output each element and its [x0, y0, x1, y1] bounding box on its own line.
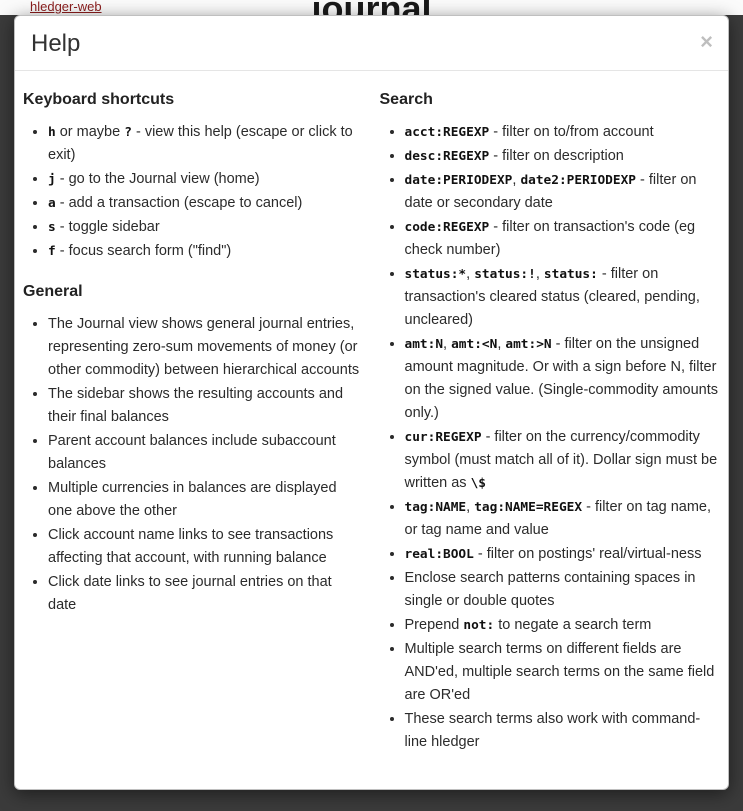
- list-item: [48, 192, 364, 215]
- plain-text: - filter on tag name, or tag name and value: [404, 499, 712, 538]
- list-item: [405, 567, 721, 613]
- plain-text: or maybe: [55, 124, 125, 140]
- code-text: date:PERIODEXP: [404, 173, 513, 188]
- list-item: [405, 614, 721, 637]
- plain-text: These search terms also work with command-line hledger: [404, 711, 701, 750]
- plain-text: The Journal view shows general journal entries, representing zero-sum movements of money (or other commodity) between hierarchical accounts: [48, 316, 360, 378]
- code-text: \$: [470, 476, 487, 491]
- code-text: real:BOOL: [404, 547, 474, 562]
- section-heading-search: Search: [379, 91, 433, 108]
- code-text: acct:REGEXP: [404, 125, 490, 140]
- plain-text: Prepend: [404, 617, 464, 633]
- list-item: [48, 383, 364, 429]
- plain-text: - view this help (escape or click to exit): [48, 124, 353, 163]
- code-text: tag:NAME=REGEX: [474, 500, 583, 515]
- plain-text: ,: [535, 266, 544, 282]
- plain-text: - filter on transaction's cleared status (cleared, pending, uncleared): [404, 266, 700, 328]
- list-item: [405, 708, 721, 754]
- list-item: [405, 426, 721, 495]
- list-item: [48, 430, 364, 476]
- plain-text: ,: [512, 172, 521, 188]
- plain-text: - filter on the unsigned amount magnitude. Or with a sign before N, filter on the signed value. (Single-commodity amounts only.): [404, 336, 719, 421]
- code-text: j: [48, 172, 56, 187]
- plain-text: - filter on to/from account: [489, 124, 654, 140]
- list-item: [48, 216, 364, 239]
- plain-text: ,: [466, 499, 475, 515]
- list-item: [405, 263, 721, 332]
- plain-text: - filter on description: [489, 148, 624, 164]
- list-item: [405, 216, 721, 262]
- modal-body: [15, 71, 728, 789]
- plain-text: Parent account balances include subaccount balances: [48, 433, 336, 472]
- brand-link[interactable]: hledger-web: [30, 0, 102, 14]
- plain-text: Click date links to see journal entries on that date: [48, 574, 332, 613]
- list-item: [48, 168, 364, 191]
- plain-text: - add a transaction (escape to cancel): [55, 195, 303, 211]
- plain-text: ,: [443, 336, 452, 352]
- code-text: code:REGEXP: [404, 220, 490, 235]
- code-text: tag:NAME: [404, 500, 467, 515]
- code-text: amt:<N: [451, 337, 498, 352]
- code-text: date2:PERIODEXP: [520, 173, 637, 188]
- plain-text: - filter on date or secondary date: [404, 172, 697, 211]
- plain-text: to negate a search term: [494, 617, 652, 633]
- left-column: [23, 85, 364, 779]
- help-modal: [14, 15, 729, 790]
- plain-text: - focus search form ("find"): [55, 243, 232, 259]
- list-item: [405, 333, 721, 425]
- code-text: status:: [543, 267, 598, 282]
- code-text: cur:REGEXP: [404, 430, 482, 445]
- general-list: [23, 313, 364, 617]
- plain-text: - toggle sidebar: [55, 219, 160, 235]
- code-text: f: [48, 244, 56, 259]
- code-text: status:*: [404, 267, 467, 282]
- code-text: h: [48, 125, 56, 140]
- background-page-strip: [0, 0, 743, 15]
- code-text: ?: [124, 125, 132, 140]
- list-item: [48, 571, 364, 617]
- plain-text: The sidebar shows the resulting accounts and their final balances: [48, 386, 344, 425]
- close-icon[interactable]: ×: [700, 29, 713, 54]
- list-item: [405, 543, 721, 566]
- plain-text: - go to the Journal view (home): [55, 171, 260, 187]
- list-item: [405, 121, 721, 144]
- modal-header: [15, 16, 728, 71]
- modal-title: Help: [31, 30, 81, 57]
- list-item: [48, 524, 364, 570]
- code-text: amt:>N: [505, 337, 552, 352]
- code-text: amt:N: [404, 337, 444, 352]
- section-heading-general: General: [23, 283, 83, 300]
- code-text: s: [48, 220, 56, 235]
- list-item: [48, 121, 364, 167]
- list-item: [48, 240, 364, 263]
- plain-text: Click account name links to see transactions affecting that account, with running balance: [48, 527, 334, 566]
- list-item: [405, 169, 721, 215]
- plain-text: - filter on postings' real/virtual-ness: [473, 546, 702, 562]
- code-text: a: [48, 196, 56, 211]
- search-list: [380, 121, 721, 754]
- right-column: [380, 85, 721, 779]
- plain-text: ,: [497, 336, 506, 352]
- plain-text: Multiple search terms on different fields are AND'ed, multiple search terms on the same field are OR'ed: [404, 641, 715, 703]
- plain-text: ,: [466, 266, 475, 282]
- list-item: [48, 313, 364, 382]
- plain-text: - filter on the currency/commodity symbol (must match all of it). Dollar sign must be written as: [404, 429, 718, 491]
- plain-text: Multiple currencies in balances are displayed one above the other: [48, 480, 337, 519]
- list-item: [405, 145, 721, 168]
- code-text: not:: [463, 618, 495, 633]
- list-item: [405, 638, 721, 707]
- list-item: [48, 477, 364, 523]
- list-item: [405, 496, 721, 542]
- plain-text: Enclose search patterns containing spaces in single or double quotes: [404, 570, 696, 609]
- plain-text: - filter on transaction's code (eg check number): [404, 219, 696, 258]
- section-heading-keyboard-shortcuts: Keyboard shortcuts: [23, 91, 175, 108]
- keyboard-shortcuts-list: [23, 121, 364, 263]
- code-text: desc:REGEXP: [404, 149, 490, 164]
- code-text: status:!: [474, 267, 536, 282]
